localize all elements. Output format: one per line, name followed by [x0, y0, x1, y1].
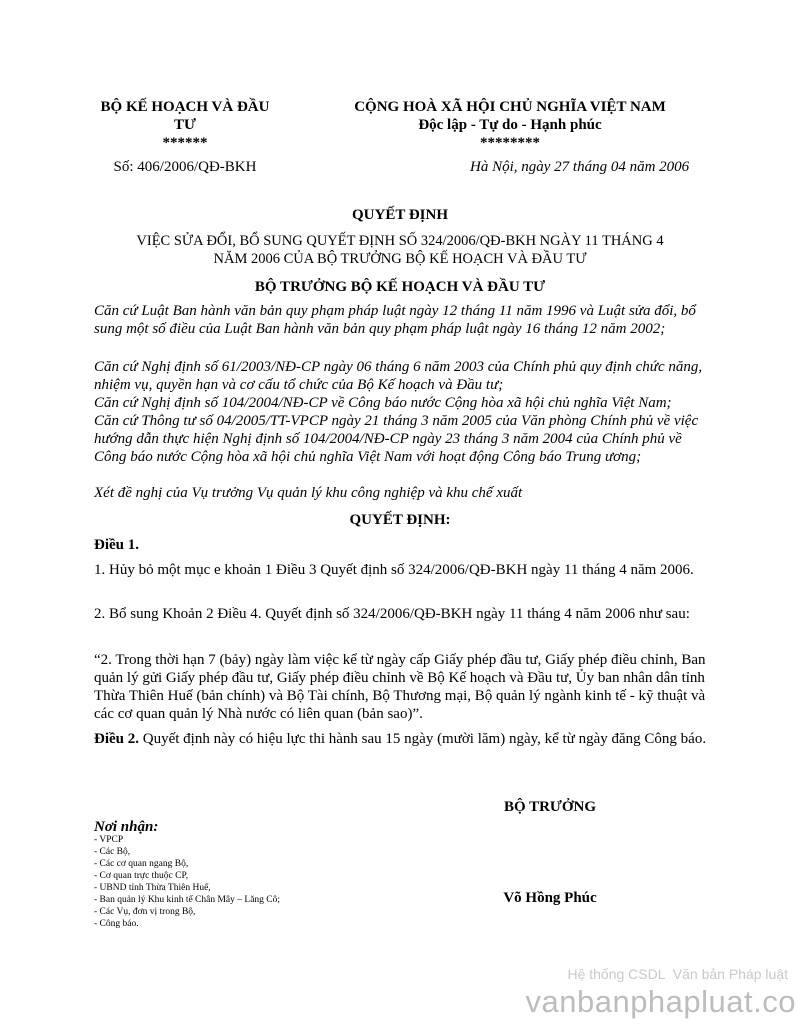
watermark-site: vanbanphapluat.co [525, 984, 796, 1019]
article-1-item-1: 1. Hủy bỏ một mục e khoản 1 Điều 3 Quyết định số 324/2006/QĐ-BKH ngày 11 tháng 4 năm 2006. [94, 562, 694, 578]
decision-heading: QUYẾT ĐỊNH: [349, 512, 451, 528]
article-2-label: Điều 2. [94, 731, 139, 747]
recipient-item: - Ban quản lý Khu kinh tế Chân Mây – Lăng Cô; [94, 895, 281, 905]
article-1-label: Điều 1. [94, 537, 139, 553]
ministry-name-line1: BỘ KẾ HOẠCH VÀ ĐẦU [100, 99, 270, 115]
recipients-heading: Nơi nhận: [94, 819, 159, 835]
national-motto: Độc lập - Tự do - Hạnh phúc [418, 117, 602, 133]
article-2-text: Quyết định này có hiệu lực thi hành sau 15 ngày (mười lăm) ngày, kể từ ngày đăng Công báo. [139, 731, 707, 747]
recipient-item: - Các cơ quan ngang Bộ, [94, 859, 189, 869]
article-1-quote: “2. Trong thời hạn 7 (bảy) ngày làm việc kể từ ngày cấp Giấy phép đầu tư, Giấy phép điều chỉnh, Ban quản lý gửi Giấy phép đầu tư, Giấy phép điều chỉnh về Bộ Kế hoạch và Đầu tư, Ủy ban nhân dân tỉnh Thừa Thiên Huế (bản chính) và Bộ Tài chính, Bộ Thương mại, Bộ quản lý ngành kinh tế - kỹ thuật và các cơ quan quản lý Nhà nước có liên quan (bản sao)”. [94, 652, 706, 722]
recipient-item: - UBND tỉnh Thừa Thiên Huế, [94, 883, 211, 893]
place-and-date: Hà Nội, ngày 27 tháng 04 năm 2006 [470, 159, 690, 175]
document-title: QUYẾT ĐỊNH [352, 207, 448, 223]
preamble-item: Xét đề nghị của Vụ trưởng Vụ quản lý khu công nghiệp và khu chế xuất [94, 485, 523, 501]
recipient-item: - Cơ quan trực thuộc CP, [94, 871, 189, 881]
article-1-item-2: 2. Bổ sung Khoản 2 Điều 4. Quyết định số 324/2006/QĐ-BKH ngày 11 tháng 4 năm 2006 như sau: [94, 606, 690, 622]
preamble-item: Căn cứ Nghị định số 61/2003/NĐ-CP ngày 06 tháng 6 năm 2003 của Chính phủ quy định chức năng, nhiệm vụ, quyền hạn và cơ cấu tổ chức của Bộ Kế hoạch và Đầu tư; [94, 359, 703, 393]
signature-title: BỘ TRƯỞNG [503, 799, 597, 815]
ministry-name-line2: TƯ [174, 117, 196, 133]
recipient-item: - Các Bộ, [94, 847, 131, 857]
recipient-item: - VPCP [94, 835, 124, 845]
preamble-item: Căn cứ Nghị định số 104/2004/NĐ-CP về Công báo nước Cộng hòa xã hội chủ nghĩa Việt Nam; [94, 395, 672, 411]
motto-stars: ******** [480, 135, 540, 151]
signer-name: Võ Hồng Phúc [503, 890, 597, 906]
document-subject-line2: NĂM 2006 CỦA BỘ TRƯỞNG BỘ KẾ HOẠCH VÀ ĐẦU TƯ [213, 251, 587, 267]
recipients-list [94, 834, 394, 930]
document-number: Số: 406/2006/QĐ-BKH [113, 159, 257, 175]
ministry-stars: ****** [162, 135, 208, 151]
article-2 [94, 730, 714, 748]
preamble-item: Căn cứ Thông tư số 04/2005/TT-VPCP ngày 21 tháng 3 năm 2005 của Văn phòng Chính phủ về việc hướng dẫn thực hiện Nghị định số 104/2004/NĐ-CP ngày 23 tháng 3 năm 2004 của Chính phủ về Công báo nước Cộng hòa xã hội chủ nghĩa Việt Nam với hoạt động Công báo Trung ương; [94, 413, 699, 465]
recipient-item: - Công báo. [94, 919, 139, 929]
issuing-authority: BỘ TRƯỞNG BỘ KẾ HOẠCH VÀ ĐẦU TƯ [254, 279, 546, 295]
country-name: CỘNG HOÀ XÃ HỘI CHỦ NGHĨA VIỆT NAM [354, 99, 666, 115]
document-subject-line1: VIỆC SỬA ĐỔI, BỔ SUNG QUYẾT ĐỊNH SỐ 324/2006/QĐ-BKH NGÀY 11 THÁNG 4 [136, 233, 664, 249]
preamble-item: Căn cứ Luật Ban hành văn bản quy phạm pháp luật ngày 12 tháng 11 năm 1996 và Luật sửa đổi, bổ sung một số điều của Luật Ban hành văn bản quy phạm pháp luật ngày 16 tháng 12 năm 2002; [94, 303, 696, 337]
watermark-caption: Hệ thống CSDL Văn bản Pháp luật [567, 966, 788, 982]
recipient-item: - Các Vụ, đơn vị trong Bộ, [94, 907, 196, 917]
